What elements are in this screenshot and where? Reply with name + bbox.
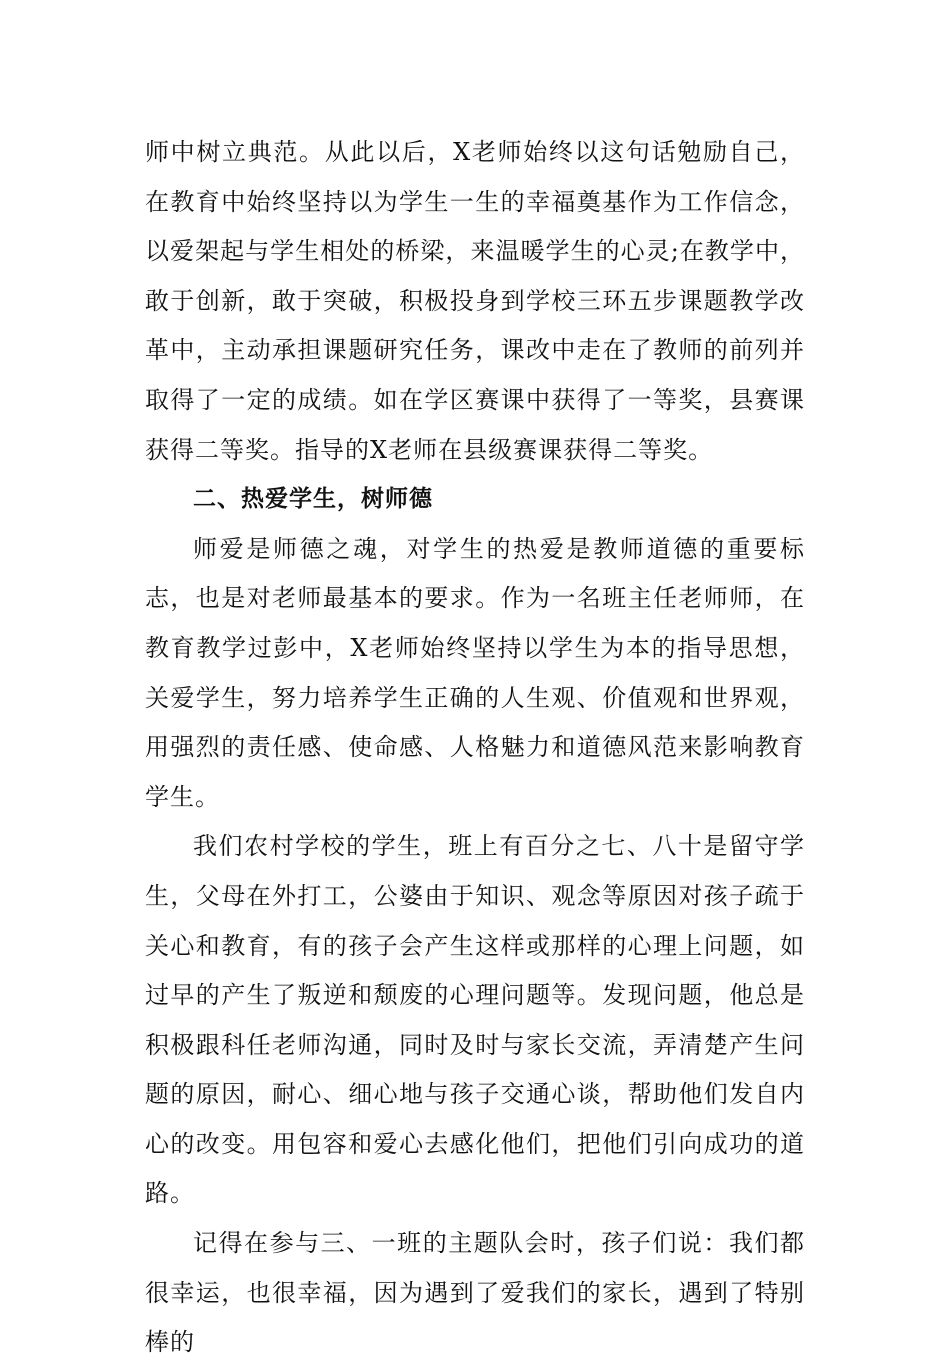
document-body xyxy=(145,128,805,1368)
paragraph-2: 师爱是师德之魂，对学生的热爱是教师道德的重要标志，也是对老师最基本的要求。作为一名班主任老师师，在教育教学过彭中，X老师始终坚持以学生为本的指导思想，关爱学生，努力培养学生正确的人生观、价值观和世界观，用强烈的责任感、使命感、人格魅力和道德风范来影响教育学生。 xyxy=(145,534,805,811)
paragraph-4: 记得在参与三、一班的主题队会时，孩子们说：我们都很幸运，也很幸福，因为遇到了爱我们的家长，遇到了特别棒的 xyxy=(145,1229,805,1357)
paragraph-3: 我们农村学校的学生，班上有百分之七、八十是留守学生，父母在外打工，公婆由于知识、观念等原因对孩子疏于关心和教育，有的孩子会产生这样或那样的心理上问题，如过早的产生了叛逆和颓废的心理问题等。发现问题，他总是积极跟科任老师沟通，同时及时与家长交流，弄清楚产生问题的原因，耐心、细心地与孩子交通心谈，帮助他们发自内心的改变。用包容和爱心去感化他们，把他们引向成功的道路。 xyxy=(145,832,805,1208)
paragraph-1: 师中树立典范。从此以后，X老师始终以这句话勉励自己，在教育中始终坚持以为学生一生的幸福奠基作为工作信念，以爱架起与学生相处的桥梁，来温暖学生的心灵;在教学中，敢于创新，敢于突破，积极投身到学校三环五步课题教学改革中，主动承担课题研究任务，课改中走在了教师的前列并取得了一定的成绩。如在学区赛课中获得了一等奖，县赛课获得二等奖。指导的X老师在县级赛课获得二等奖。 xyxy=(145,138,805,464)
section-heading: 二、热爱学生，树师德 xyxy=(193,486,433,513)
